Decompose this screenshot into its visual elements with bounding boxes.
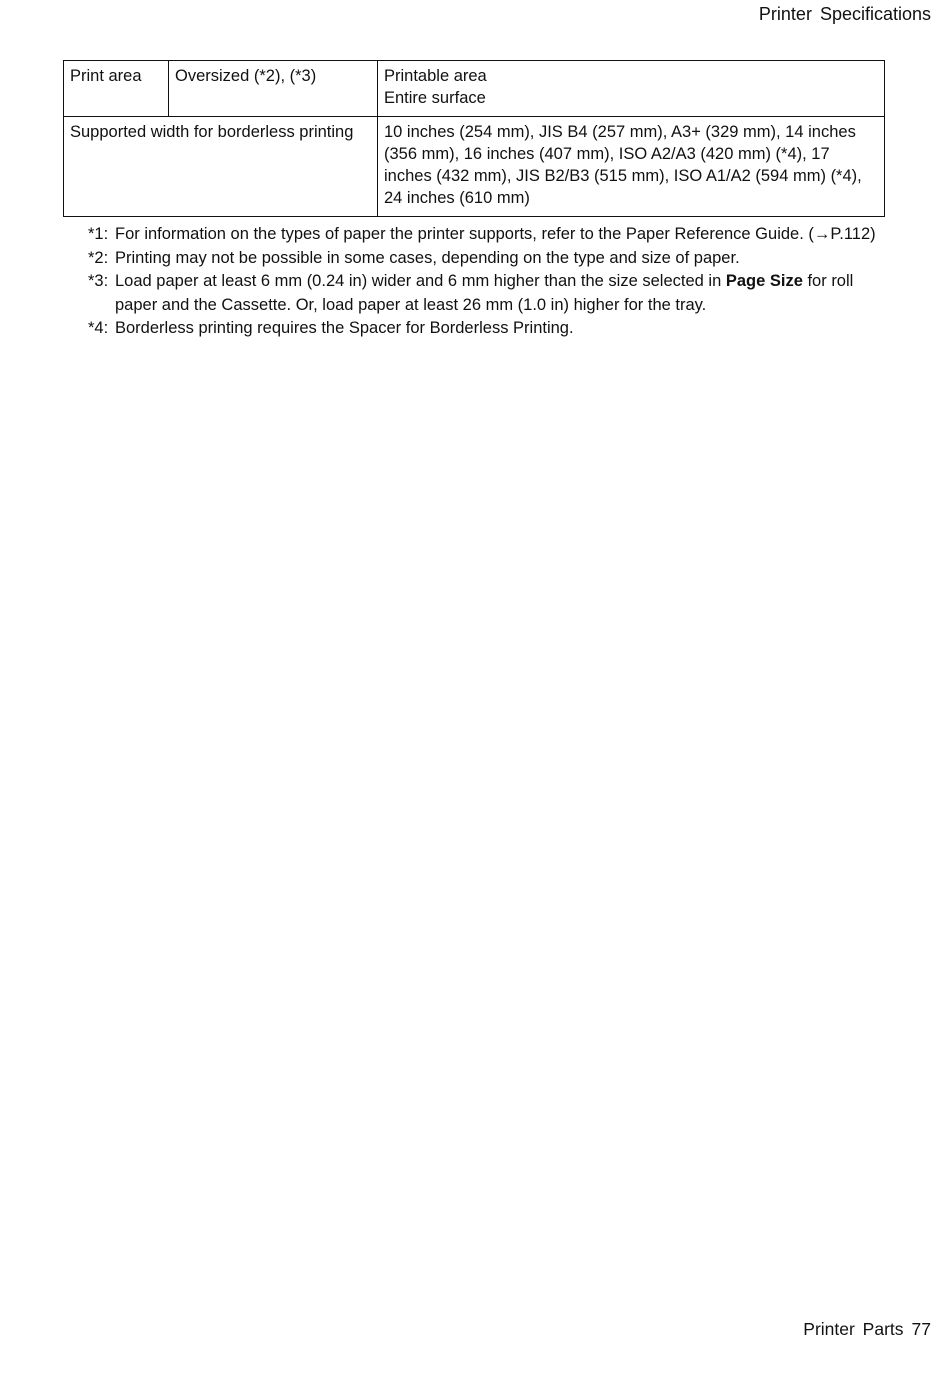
spec-table xyxy=(63,60,885,217)
footnote-2 xyxy=(88,247,888,271)
value-line-printable-area: Printable area xyxy=(384,67,487,85)
row-value-print-area xyxy=(378,61,885,117)
row-label-borderless-widths: Supported width for borderless printing xyxy=(64,117,378,217)
footnote-mark: *2: xyxy=(88,248,109,267)
row-label-print-area: Print area xyxy=(64,61,169,117)
running-footer xyxy=(803,1319,931,1340)
chapter-title: Printer Parts xyxy=(803,1319,904,1339)
footnote-4 xyxy=(88,317,888,341)
footnote-text-end: for roll paper and the Cassette. Or, load paper at least 26 mm (1.0 in) higher for the tray. xyxy=(115,272,854,314)
footnote-text xyxy=(115,270,888,317)
page-size-term: Page Size xyxy=(725,272,803,291)
footnote-3 xyxy=(88,270,888,317)
footnote-1 xyxy=(88,223,888,247)
table-row-print-area xyxy=(64,61,885,117)
footnote-mark: *1: xyxy=(88,225,109,243)
footnote-text: Borderless printing requires the Spacer for Borderless Printing. xyxy=(115,319,574,338)
running-header xyxy=(759,4,931,25)
table-row-borderless-widths xyxy=(64,117,885,217)
value-line-entire-surface: Entire surface xyxy=(384,89,486,107)
row-sublabel-oversized: Oversized (*2), (*3) xyxy=(169,61,378,117)
footnote-mark: *4: xyxy=(88,319,109,338)
footnote-text: Printing may not be possible in some cases, depending on the type and size of paper. xyxy=(115,248,740,267)
row-value-borderless-widths: 10 inches (254 mm), JIS B4 (257 mm), A3+ (329 mm), 14 inches (356 mm), 16 inches (407 mm), ISO A2/A3 (420 mm) (*4), 17 inches (432 mm), JIS B2/B3 (515 mm), ISO A1/A2 (594 mm) (*4), 24 inches (610 mm) xyxy=(378,117,885,217)
footnote-mark: *3: xyxy=(88,272,109,291)
page-number: 77 xyxy=(911,1319,931,1339)
footnote-text: For information on the types of paper the printer supports, refer to the Paper Reference Guide. (→P.112) xyxy=(115,225,876,243)
section-title: Printer Specifications xyxy=(758,4,931,24)
footnote-text-start: Load paper at least 6 mm (0.24 in) wider and 6 mm higher than the size selected in xyxy=(115,272,726,291)
footnotes xyxy=(88,223,888,341)
